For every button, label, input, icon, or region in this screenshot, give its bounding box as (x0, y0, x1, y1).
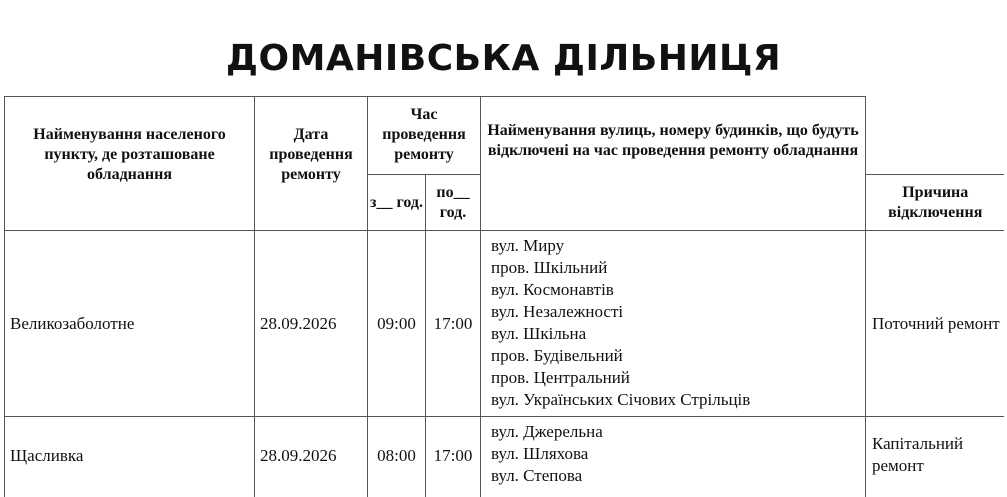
outage-table-container (4, 96, 1004, 497)
header-reason: Причина відключення (866, 175, 1005, 231)
header-streets: Найменування вулиць, номеру будинків, що будуть відключені на час проведення ремонту обладнання (481, 97, 866, 231)
street-item: вул. Українських Січових Стрільців (491, 390, 751, 409)
cell-time-from: 09:00 (368, 231, 426, 417)
street-item: пров. Шкільний (491, 258, 608, 277)
table-row (5, 417, 1005, 497)
cell-date: 28.09.2026 (255, 417, 368, 497)
cell-time-to: 17:00 (426, 417, 481, 497)
street-item: вул. Незалежності (491, 302, 624, 321)
cell-settlement: Великозаболотне (5, 231, 255, 417)
header-time-from: з__ год. (368, 175, 426, 231)
header-settlement: Найменування населеного пункту, де розташоване обладнання (5, 97, 255, 231)
cell-time-from: 08:00 (368, 417, 426, 497)
street-item: вул. Космонавтів (491, 280, 614, 299)
cell-time-to: 17:00 (426, 231, 481, 417)
header-time: Час проведення ремонту (368, 97, 481, 175)
street-item: вул. Шляхова (491, 444, 589, 463)
outage-table (4, 96, 1004, 497)
cell-streets (481, 231, 866, 417)
cell-reason: Капітальний ремонт (866, 417, 1005, 497)
header-empty-cell (866, 97, 1005, 175)
street-item: вул. Джерельна (491, 422, 603, 441)
cell-reason: Поточний ремонт (866, 231, 1005, 417)
street-item: пров. Будівельний (491, 346, 623, 365)
street-item: вул. Степова (491, 466, 583, 485)
table-row (5, 231, 1005, 417)
cell-streets (481, 417, 866, 497)
header-date: Дата проведення ремонту (255, 97, 368, 231)
header-row-top (5, 97, 1005, 175)
street-item: вул. Миру (491, 236, 565, 255)
street-item: пров. Центральний (491, 368, 630, 387)
street-item: вул. Шкільна (491, 324, 587, 343)
header-time-to: по__ год. (426, 175, 481, 231)
cell-settlement: Щасливка (5, 417, 255, 497)
cell-date: 28.09.2026 (255, 231, 368, 417)
page-title: ДОМАНІВСЬКА ДІЛЬНИЦЯ (225, 38, 782, 79)
